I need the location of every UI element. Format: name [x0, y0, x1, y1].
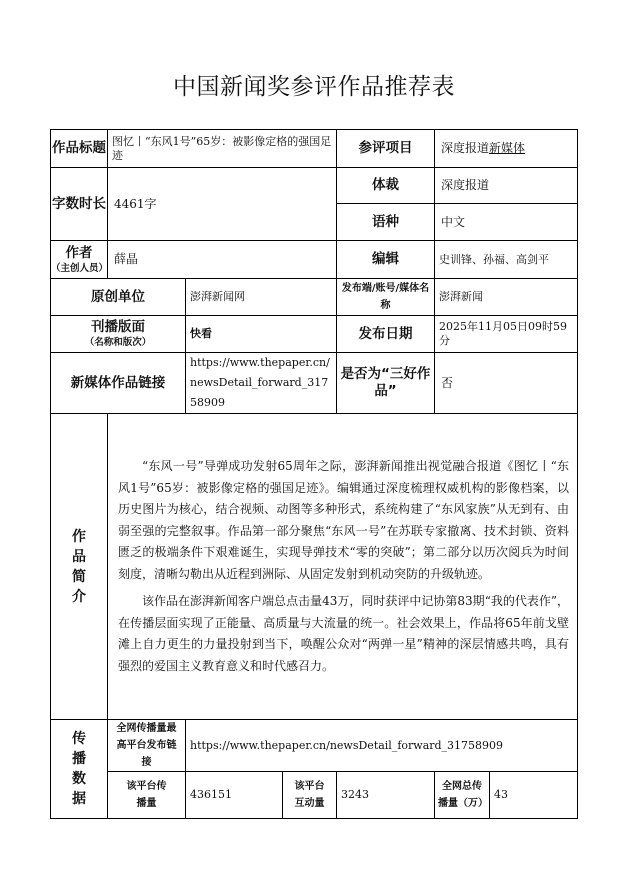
- editor-label: 编辑: [337, 241, 435, 279]
- publish-account-value: 澎湃新闻: [435, 279, 578, 316]
- platform-views-label: 该平台传播量: [108, 772, 186, 819]
- row-top-platform: [51, 720, 578, 772]
- new-media-link-value[interactable]: https://www.thepaper.cn/newsDetail_forward_31758909: [186, 353, 337, 414]
- total-views-value: 43: [490, 772, 578, 819]
- row-new-media-link: [51, 353, 578, 414]
- original-unit-label: 原创单位: [51, 279, 186, 316]
- word-count-label: 字数时长: [51, 168, 108, 241]
- category-value: 深度报道新媒体: [435, 130, 578, 168]
- platform-interactions-label: 该平台互动量: [283, 772, 337, 819]
- row-author: [51, 241, 578, 279]
- layout-value: 快看: [186, 316, 337, 353]
- introduction-paragraph-1: “东风一号”导弹成功发射65周年之际，澎湃新闻推出视觉融合报道《图忆丨“东风1号”65岁：被影像定格的强国足迹》。编辑通过深度梳理权威机构的影像档案，以历史图片为核心，结合视频、动图等多种形式，系统构建了“东风家族”从无到有、由弱至强的完整叙事。作品第一部分聚焦“东风一号”在苏联专家撤离、技术封锁、资料匮乏的极端条件下艰难诞生，实现导弹技术“零的突破”；第二部分以历次阅兵为时间刻度，清晰勾勒出从近程到洲际、从固定发射到机动突防的升级轨迹。: [118, 459, 569, 581]
- author-label: 作者 （主创人员）: [51, 241, 108, 279]
- page-title: 中国新闻奖参评作品推荐表: [173, 74, 455, 100]
- author-value: 薛晶: [108, 241, 337, 279]
- introduction-text: [108, 414, 578, 720]
- work-title-value: 图忆丨“东风1号”65岁：被影像定格的强国足迹: [108, 130, 337, 168]
- genre-value: 深度报道: [435, 168, 578, 204]
- row-layout: [51, 316, 578, 353]
- layout-label: 刊播版面 （名称和版次）: [51, 316, 186, 353]
- top-platform-link-label: 全网传播量最高平台发布链接: [108, 720, 186, 772]
- spread-data-label: 传 播 数 据: [51, 720, 108, 819]
- total-views-label: 全网总传播量（万）: [435, 772, 490, 819]
- publish-account-label: 发布端/账号/媒体名称: [337, 279, 435, 316]
- introduction-paragraph-2: 该作品在澎湃新闻客户端总点击量43万，同时获评中记协第83期“我的代表作”，在传播层面实现了正能量、高质量与大流量的统一。社会效果上，作品将65年前戈壁滩上自力更生的力量投射到当下，唤醒公众对“两弹一星”精神的深层情感共鸣，具有强烈的爱国主义教育意义和时代感召力。: [118, 594, 569, 673]
- publish-date-label: 发布日期: [337, 316, 435, 353]
- language-label: 语种: [337, 204, 435, 241]
- genre-label: 体裁: [337, 168, 435, 204]
- top-platform-link-value[interactable]: https://www.thepaper.cn/newsDetail_forward_31758909: [186, 720, 578, 772]
- triple-good-label: 是否为“三好作品”: [337, 353, 435, 414]
- triple-good-value: 否: [435, 353, 578, 414]
- row-word-count: [51, 168, 578, 204]
- row-introduction: [51, 414, 578, 720]
- row-original-unit: [51, 279, 578, 316]
- platform-views-value: 436151: [186, 772, 283, 819]
- new-media-link-label: 新媒体作品链接: [51, 353, 186, 414]
- row-platform-stats: [51, 772, 578, 819]
- introduction-label: 作 品 简 介: [51, 414, 108, 720]
- category-label: 参评项目: [337, 130, 435, 168]
- work-title-label: 作品标题: [51, 130, 108, 168]
- row-work-title: [51, 130, 578, 168]
- language-value: 中文: [435, 204, 578, 241]
- word-count-value: 4461字: [108, 168, 337, 241]
- publish-date-value: 2025年11月05日09时59分: [435, 316, 578, 353]
- editor-value: 史训锋、孙福、高剑平: [435, 241, 578, 279]
- platform-interactions-value: 3243: [337, 772, 435, 819]
- recommendation-form: [50, 129, 578, 819]
- original-unit-value: 澎湃新闻网: [186, 279, 337, 316]
